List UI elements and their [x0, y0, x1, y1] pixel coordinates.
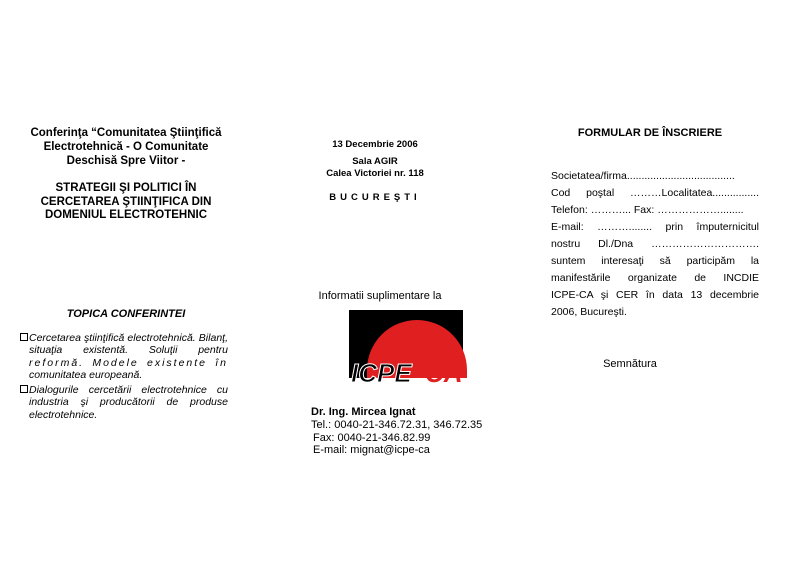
topic-text: Cercetarea ştiinţifică electrotehnică. Bilanţ, situaţia existentă. Soluţii pentru [29, 332, 228, 357]
form-field-postal-locality[interactable]: Cod poştal ………Localitatea................ [551, 187, 759, 199]
icpe-ca-logo [345, 310, 485, 390]
topic-text-tail: comunitatea europeană. [29, 369, 143, 382]
form-text-line: 2006, Bucureşti. [551, 306, 627, 318]
checkbox-icon [20, 333, 28, 341]
city: BUCUREŞTI [329, 192, 421, 203]
form-text-line: ICPE-CA şi CER în data 13 decembrie [551, 289, 759, 301]
form-title: FORMULAR DE ÎNSCRIERE [577, 127, 723, 139]
contact-email[interactable]: E-mail: mignat@icpe-ca [313, 444, 430, 456]
form-text-line: suntem interesaţi să participăm la [551, 255, 759, 267]
topic-item [20, 332, 228, 382]
svg-text:ICPE: ICPE [351, 358, 412, 388]
event-date: 13 Decembrie 2006 [332, 139, 418, 150]
form-field-phone-fax[interactable]: Telefon: ………... Fax: ………………........ [551, 204, 744, 216]
form-field-company[interactable]: Societatea/firma..................................... [551, 170, 735, 182]
conference-title: Conferinţa “Comunitatea Ştiinţifică Electrotehnică - O Comunitate Deschisă Spre Viitor - [30, 127, 222, 167]
venue-name: Sala AGIR [352, 156, 398, 167]
form-field-representative[interactable]: nostru Dl./Dna …………………………. [551, 238, 759, 250]
topics-heading: TOPICA CONFERINTEI [66, 308, 186, 320]
signature-label: Semnătura [603, 358, 657, 370]
checkbox-icon [20, 385, 28, 393]
contact-phone: Tel.: 0040-21-346.72.31, 346.72.35 [311, 419, 483, 431]
form-field-email[interactable]: E-mail: ………........ prin împuternicitul [551, 221, 759, 233]
strategy-title: STRATEGII ŞI POLITICI ÎN CERCETAREA ŞTIINŢIFICA DIN DOMENIUL ELECTROTEHNIC [40, 182, 212, 221]
topic-item [20, 384, 228, 421]
contact-fax: Fax: 0040-21-346.82.99 [313, 432, 431, 444]
venue-address: Calea Victoriei nr. 118 [326, 168, 424, 179]
topic-text-spaced: reformă. Modele existente în [29, 356, 228, 369]
topic-text: Dialogurile cercetării electrotehnice cu industria şi producătorii de produse electrotehnice. [29, 384, 228, 421]
svg-text:CA: CA [425, 358, 463, 388]
contact-name: Dr. Ing. Mircea Ignat [311, 406, 416, 418]
form-text-line: manifestările organizate de INCDIE [551, 272, 759, 284]
more-info-label: Informatii suplimentare la [318, 290, 442, 302]
